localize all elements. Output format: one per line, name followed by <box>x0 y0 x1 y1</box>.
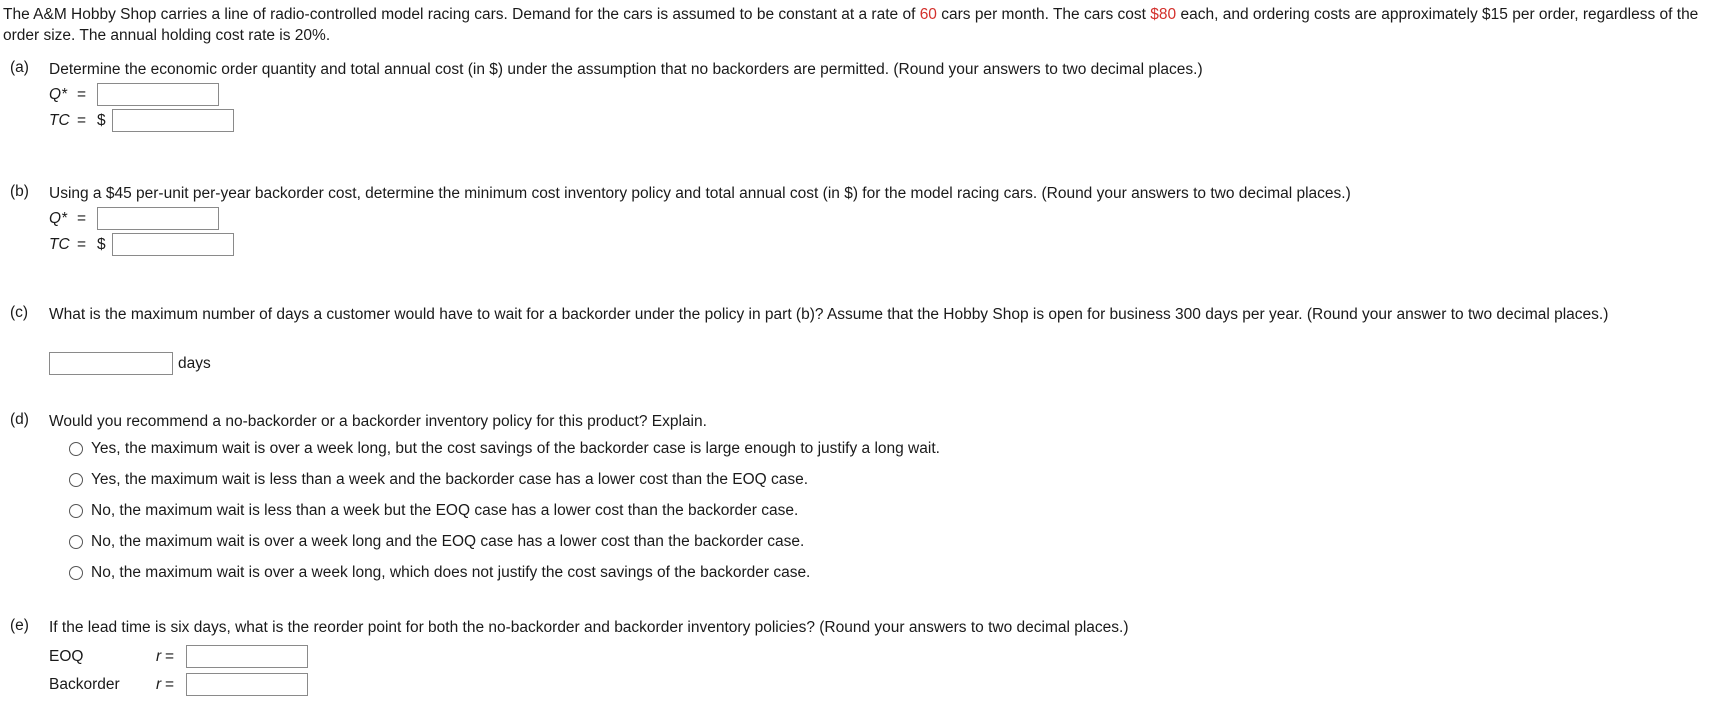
recommendation-option-2[interactable] <box>69 469 808 491</box>
part-b-tc-row <box>49 233 234 256</box>
part-c-answer-row <box>49 352 211 375</box>
part-a-q-input[interactable] <box>97 83 219 106</box>
radio-button[interactable] <box>69 504 83 518</box>
part-a-question: Determine the economic order quantity and total annual cost (in $) under the assumption that no backorders are permitted. (Round your answers to two decimal places.) <box>49 61 1203 78</box>
tc-label: TC <box>49 235 70 253</box>
part-d <box>10 411 1725 591</box>
q-star-label: Q* <box>49 209 68 227</box>
part-a-label: (a) <box>10 59 29 76</box>
backorder-reorder-point-input[interactable] <box>186 673 308 696</box>
days-unit: days <box>178 354 211 372</box>
recommendation-option-4[interactable] <box>69 531 804 553</box>
cost-value: $80 <box>1150 6 1177 23</box>
equals-sign: = <box>77 111 87 129</box>
option-label: Yes, the maximum wait is over a week long, but the cost savings of the backorder case is large enough to justify a long wait. <box>91 440 940 457</box>
equals-sign: = <box>165 675 175 693</box>
part-b-question: Using a $45 per-unit per-year backorder cost, determine the minimum cost inventory policy and total annual cost (in $) for the model racing cars. (Round your answers to two decimal places.) <box>49 185 1351 202</box>
part-e-eoq-row <box>49 645 308 668</box>
option-label: Yes, the maximum wait is less than a week and the backorder case has a lower cost than the EOQ case. <box>91 471 809 488</box>
problem-statement <box>3 4 1728 46</box>
part-a <box>10 59 1720 139</box>
option-label: No, the maximum wait is less than a week but the EOQ case has a lower cost than the backorder case. <box>91 502 799 519</box>
equals-sign: = <box>77 235 87 253</box>
recommendation-option-3[interactable] <box>69 500 798 522</box>
intro-text-1: The A&M Hobby Shop carries a line of radio-controlled model racing cars. Demand for the cars is assumed to be constant at a rate of <box>3 6 920 23</box>
part-e-label: (e) <box>10 617 29 634</box>
policy-name: EOQ <box>49 647 84 665</box>
recommendation-option-1[interactable] <box>69 438 940 460</box>
tc-label: TC <box>49 111 70 129</box>
q-star-label: Q* <box>49 85 68 103</box>
part-a-tc-row <box>49 109 234 132</box>
part-e <box>10 617 1725 701</box>
part-b-q-row <box>49 207 219 230</box>
eoq-reorder-point-input[interactable] <box>186 645 308 668</box>
r-label: r <box>156 675 162 693</box>
currency-symbol: $ <box>97 235 106 253</box>
radio-button[interactable] <box>69 566 83 580</box>
intro-text-2: cars per month. The cars cost <box>936 6 1151 23</box>
part-d-question: Would you recommend a no-backorder or a backorder inventory policy for this product? Explain. <box>49 413 707 430</box>
equals-sign: = <box>165 647 175 665</box>
r-label: r <box>156 647 162 665</box>
radio-button[interactable] <box>69 473 83 487</box>
part-c <box>10 304 1725 384</box>
part-a-q-row <box>49 83 219 106</box>
option-label: No, the maximum wait is over a week long and the EOQ case has a lower cost than the backorder case. <box>91 533 805 550</box>
part-b <box>10 183 1720 263</box>
part-c-label: (c) <box>10 304 29 321</box>
part-c-days-input[interactable] <box>49 352 173 375</box>
intro-text-3: each, and ordering costs are approximately $15 per order, regardless of the order size. The annual holding cost rate is 20%. <box>3 6 1699 44</box>
option-label: No, the maximum wait is over a week long, which does not justify the cost savings of the backorder case. <box>91 564 811 581</box>
part-e-question: If the lead time is six days, what is the reorder point for both the no-backorder and backorder inventory policies? (Round your answers to two decimal places.) <box>49 619 1129 636</box>
radio-button[interactable] <box>69 442 83 456</box>
part-d-label: (d) <box>10 411 29 428</box>
policy-name: Backorder <box>49 675 120 693</box>
demand-value: 60 <box>919 6 937 23</box>
part-c-question: What is the maximum number of days a customer would have to wait for a backorder under the policy in part (b)? Assume that the Hobby Shop is open for business 300 days per year. (Round your answer to two decimal places.) <box>49 306 1609 323</box>
part-b-q-input[interactable] <box>97 207 219 230</box>
currency-symbol: $ <box>97 111 106 129</box>
equals-sign: = <box>77 85 87 103</box>
part-b-tc-input[interactable] <box>112 233 234 256</box>
recommendation-option-5[interactable] <box>69 562 810 584</box>
part-e-backorder-row <box>49 673 308 696</box>
part-b-label: (b) <box>10 183 29 200</box>
equals-sign: = <box>77 209 87 227</box>
radio-button[interactable] <box>69 535 83 549</box>
part-a-tc-input[interactable] <box>112 109 234 132</box>
